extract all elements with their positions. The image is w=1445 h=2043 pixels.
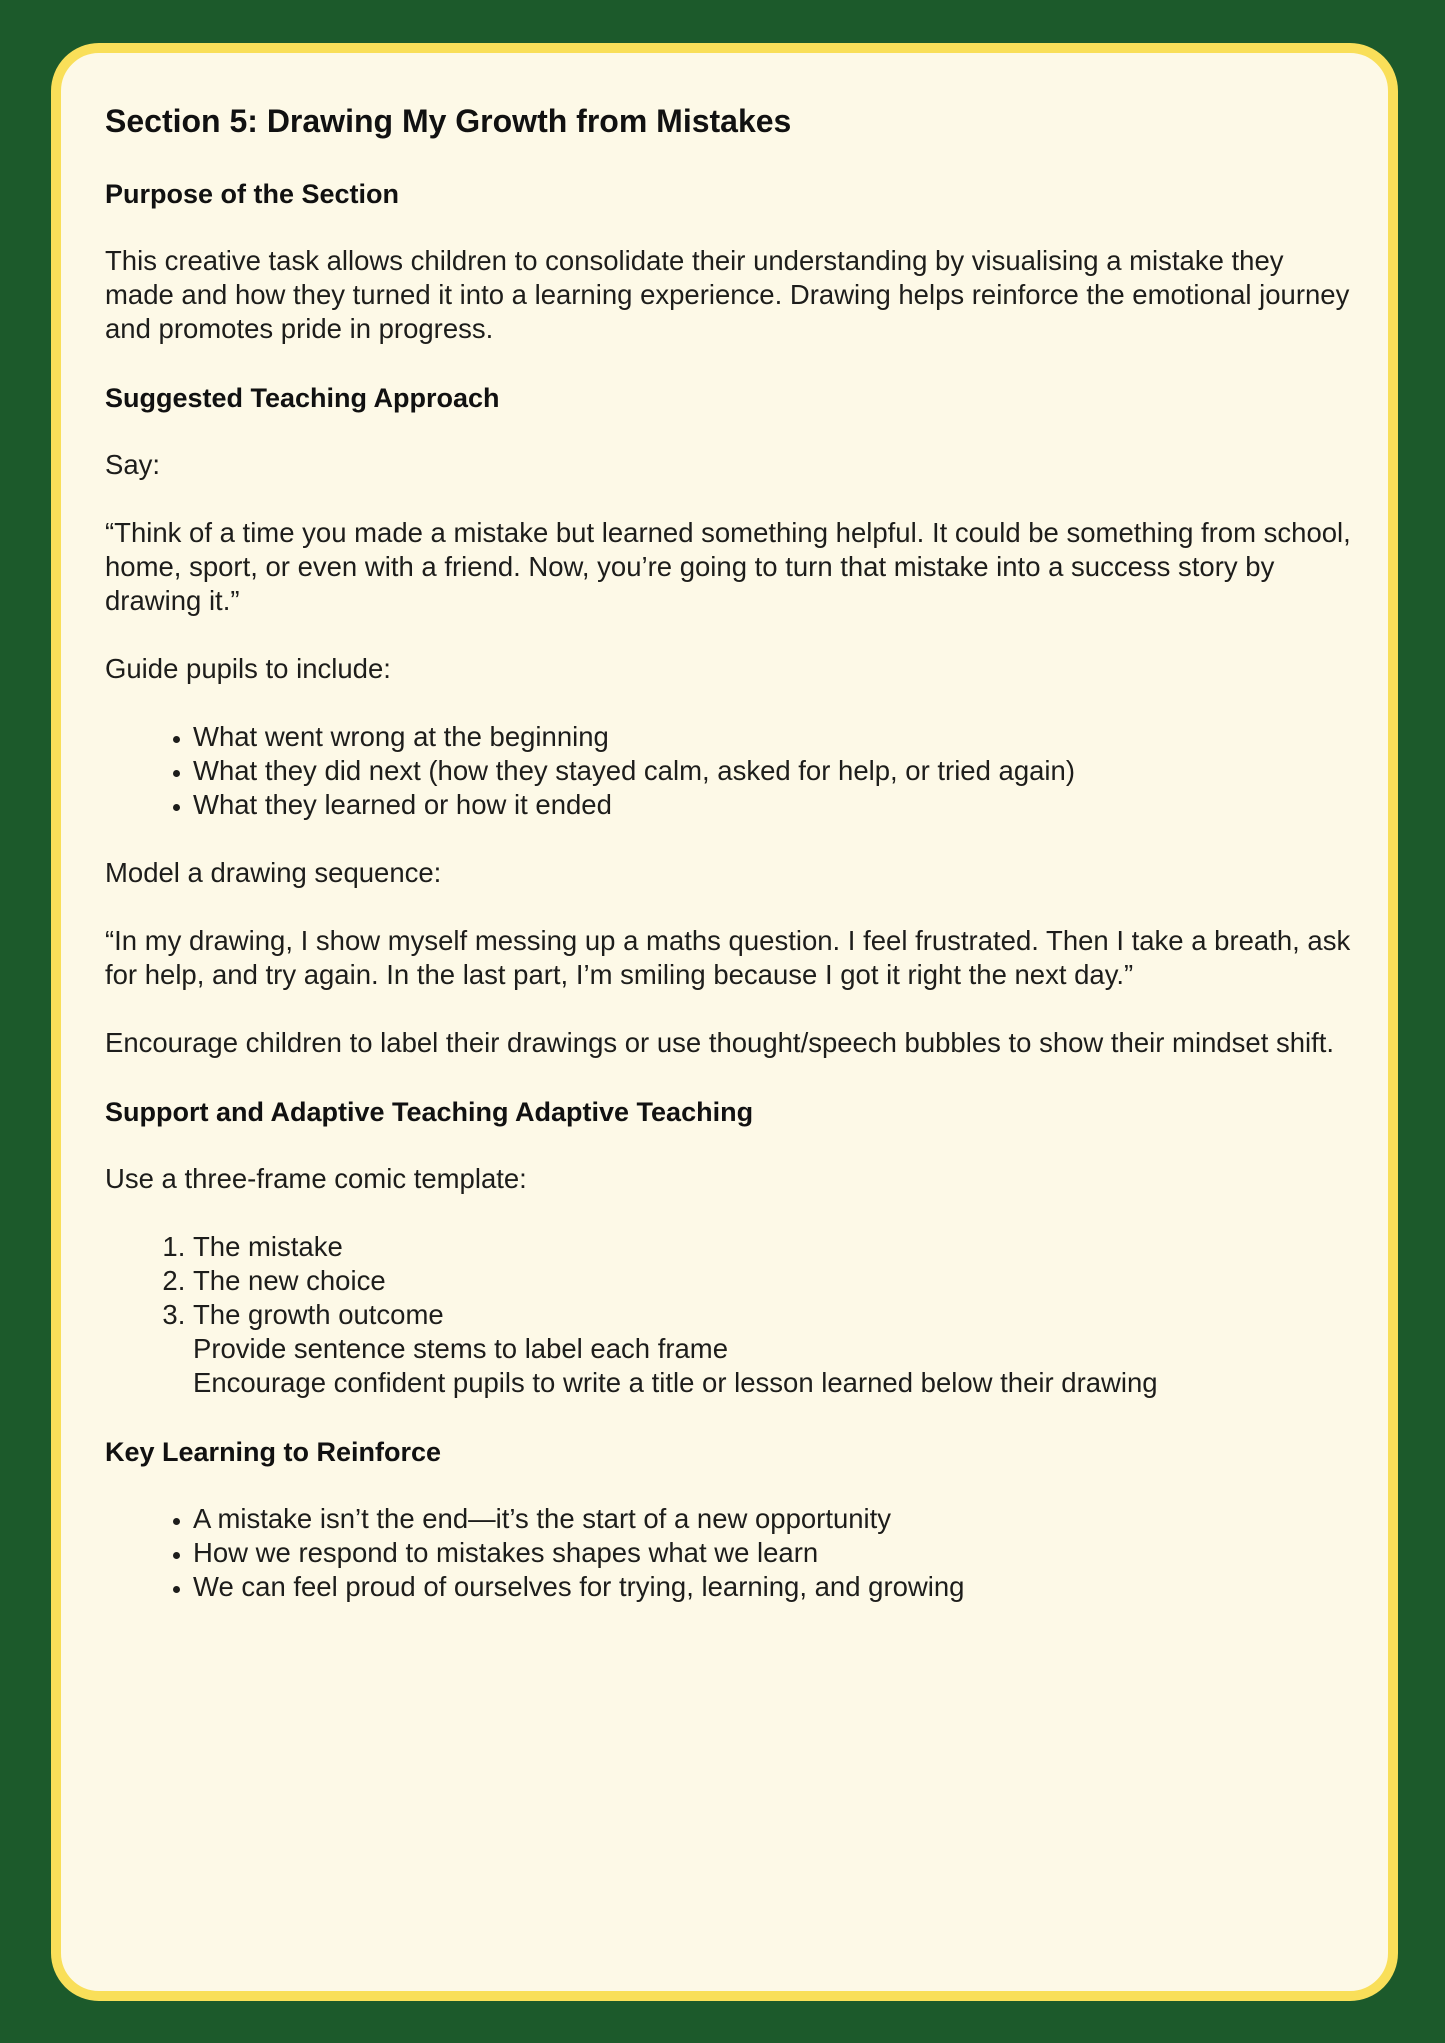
frame-note: Provide sentence stems to label each frame (193, 1333, 729, 1364)
support-heading: Support and Adaptive Teaching Adaptive Teaching (105, 1097, 754, 1127)
list-item: 2. The new choice (193, 1264, 1355, 1298)
list-item: • What they learned or how it ended (193, 788, 1355, 822)
list-item: 1. The mistake (193, 1230, 1355, 1264)
frame-note: Encourage confident pupils to write a title or lesson learned below their drawing (193, 1367, 1158, 1398)
page-title: Section 5: Drawing My Growth from Mistakes (105, 103, 792, 139)
teacher-quote-2: “In my drawing, I show myself messing up a maths question. I feel frustrated. Then I take a breath, ask for help, and try again. In the last part, I’m smiling because I got it right the next day.” (105, 925, 1351, 990)
list-item: • What went wrong at the beginning (193, 720, 1355, 754)
key-learning-heading: Key Learning to Reinforce (105, 1437, 442, 1467)
guide-intro: Guide pupils to include: (105, 653, 391, 684)
frames-list (105, 1230, 1355, 1400)
list-item: • A mistake isn’t the end—it’s the start of a new opportunity (193, 1502, 1355, 1536)
say-label: Say: (105, 449, 161, 480)
list-item: • What they did next (how they stayed calm, asked for help, or tried again) (193, 754, 1355, 788)
approach-heading: Suggested Teaching Approach (105, 383, 500, 413)
list-item: • We can feel proud of ourselves for trying, learning, and growing (193, 1570, 1355, 1604)
key-learning-list (105, 1502, 1355, 1604)
encourage-text: Encourage children to label their drawings or use thought/speech bubbles to show their mindset shift. (105, 1027, 1335, 1058)
list-item: • How we respond to mistakes shapes what we learn (193, 1536, 1355, 1570)
guide-list (105, 720, 1355, 822)
frame-label: The growth outcome (193, 1299, 444, 1330)
model-intro: Model a drawing sequence: (105, 857, 442, 888)
document-content (105, 100, 1355, 1604)
purpose-heading: Purpose of the Section (105, 179, 400, 209)
teacher-quote-1: “Think of a time you made a mistake but learned something helpful. It could be something from school, home, sport, or even with a friend. Now, you’re going to turn that mistake into a success story by drawing it.” (105, 517, 1351, 616)
purpose-body: This creative task allows children to consolidate their understanding by visualising a mistake they made and how they turned it into a learning experience. Drawing helps reinforce the emotional journey and promotes pride in progress. (105, 245, 1350, 344)
list-item (193, 1298, 1355, 1400)
support-intro: Use a three-frame comic template: (105, 1163, 527, 1194)
